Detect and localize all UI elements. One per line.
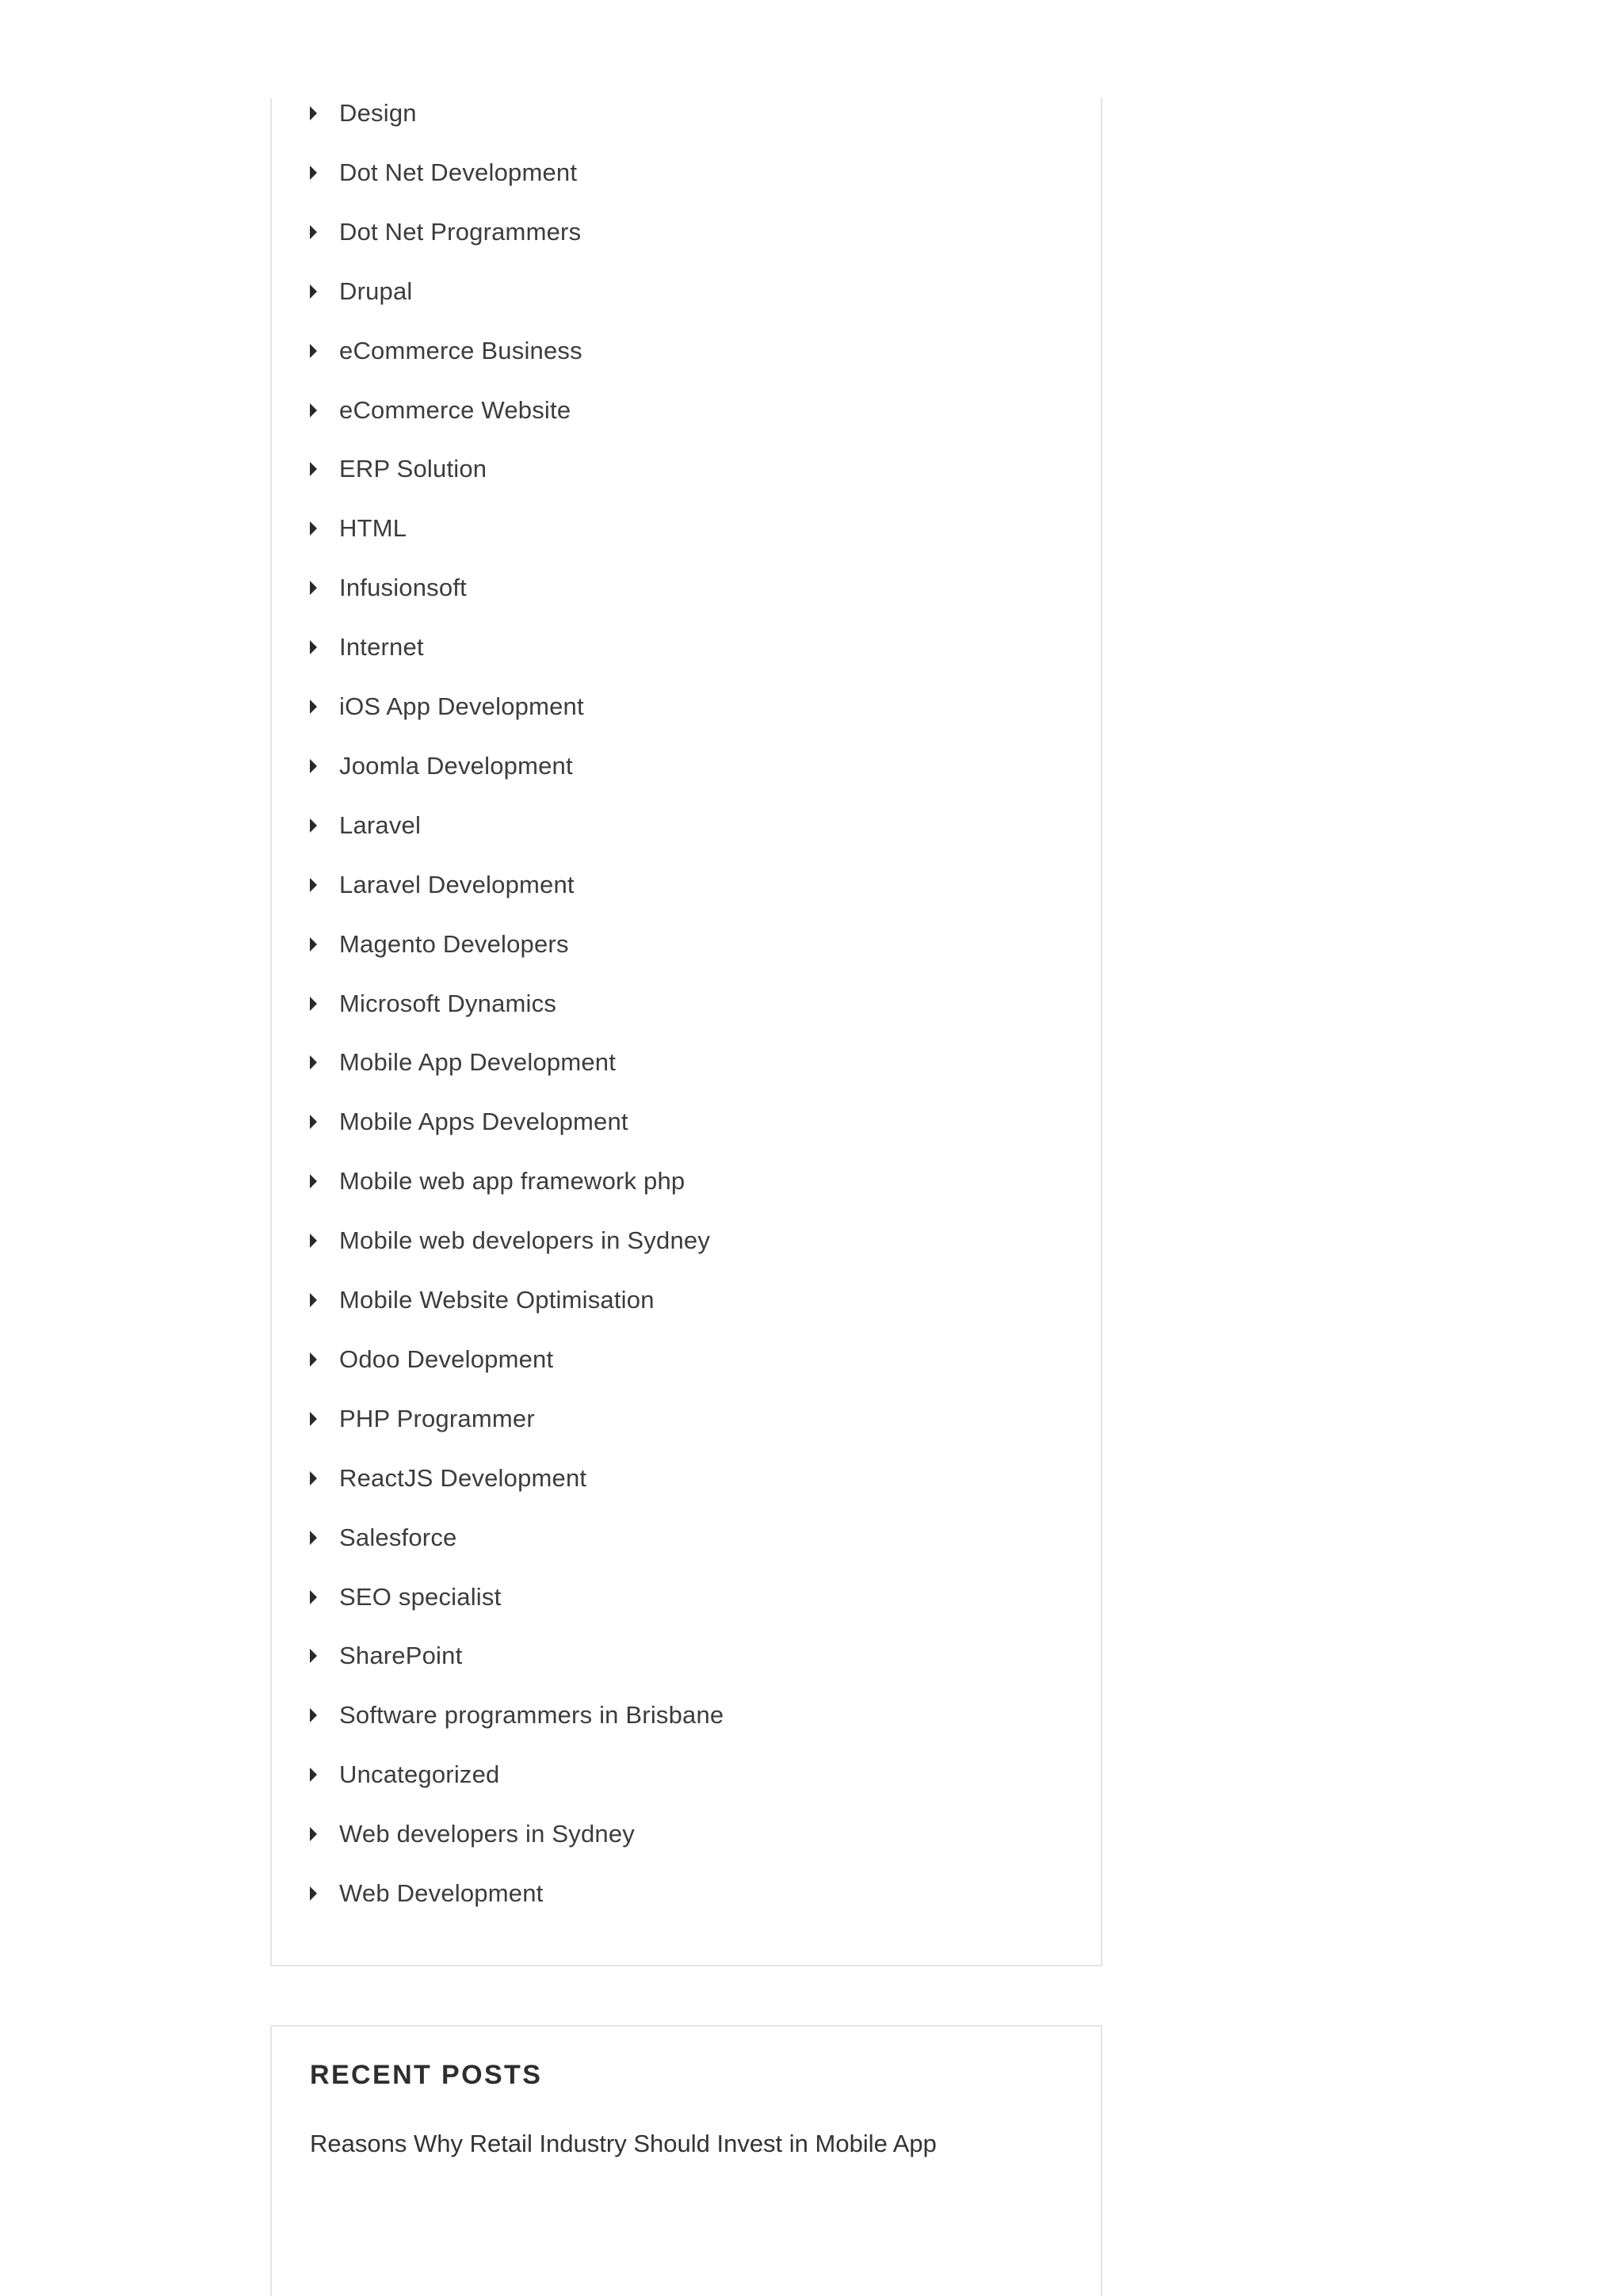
category-link[interactable]: Web Development	[339, 1879, 544, 1907]
category-link[interactable]: ERP Solution	[339, 455, 487, 483]
caret-right-icon	[310, 937, 317, 952]
category-item[interactable]	[310, 445, 487, 493]
caret-right-icon	[310, 997, 317, 1011]
caret-right-icon	[310, 1471, 317, 1486]
caret-right-icon	[310, 1768, 317, 1782]
category-link[interactable]: PHP Programmer	[339, 1404, 535, 1432]
category-link[interactable]: Laravel	[339, 810, 422, 839]
caret-right-icon	[310, 1055, 317, 1070]
category-item[interactable]	[310, 268, 413, 315]
category-item[interactable]	[310, 980, 556, 1028]
category-link[interactable]: Software programmers in Brisbane	[339, 1701, 724, 1730]
category-link[interactable]: ReactJS Development	[339, 1463, 587, 1492]
caret-right-icon	[310, 1293, 317, 1307]
caret-right-icon	[310, 1174, 317, 1188]
category-link[interactable]: iOS App Development	[339, 692, 584, 720]
caret-right-icon	[310, 1590, 317, 1604]
caret-right-icon	[310, 166, 317, 180]
category-link[interactable]: Salesforce	[339, 1523, 457, 1551]
caret-right-icon	[310, 1234, 317, 1248]
caret-right-icon	[310, 1827, 317, 1841]
category-link[interactable]: Dot Net Programmers	[339, 217, 582, 246]
category-link[interactable]: Mobile App Development	[339, 1048, 617, 1077]
category-item[interactable]	[310, 1632, 462, 1680]
category-item[interactable]	[310, 683, 584, 730]
category-link[interactable]: Infusionsoft	[339, 574, 467, 602]
caret-right-icon	[310, 1412, 317, 1426]
category-item[interactable]	[310, 921, 569, 968]
category-link[interactable]: Web developers in Sydney	[339, 1820, 636, 1848]
caret-right-icon	[310, 640, 317, 654]
category-item[interactable]	[310, 90, 417, 137]
caret-right-icon	[310, 700, 317, 714]
category-item[interactable]	[310, 1691, 724, 1739]
category-item[interactable]	[310, 1514, 456, 1562]
category-item[interactable]	[310, 1276, 655, 1324]
category-link[interactable]: Microsoft Dynamics	[339, 989, 557, 1017]
category-item[interactable]	[310, 861, 575, 909]
category-item[interactable]	[310, 327, 582, 375]
caret-right-icon	[310, 1886, 317, 1901]
category-link[interactable]: Mobile Website Optimisation	[339, 1286, 655, 1314]
caret-right-icon	[310, 403, 317, 418]
recent-post-link[interactable]: Reasons Why Retail Industry Should Invest in Mobile App	[310, 2130, 937, 2157]
category-link[interactable]: Drupal	[339, 277, 413, 305]
caret-right-icon	[310, 106, 317, 120]
category-item[interactable]	[310, 564, 467, 612]
category-item[interactable]	[310, 149, 577, 196]
category-link[interactable]: eCommerce Website	[339, 395, 571, 424]
category-link[interactable]: Mobile web app framework php	[339, 1167, 685, 1196]
category-link[interactable]: Internet	[339, 633, 424, 662]
category-link[interactable]: Uncategorized	[339, 1760, 500, 1789]
category-link[interactable]: SharePoint	[339, 1642, 463, 1670]
recent-posts-heading: RECENT POSTS	[310, 2060, 543, 2090]
caret-right-icon	[310, 462, 317, 476]
caret-right-icon	[310, 818, 317, 833]
category-item[interactable]	[310, 1098, 628, 1146]
category-link[interactable]: Dot Net Development	[339, 158, 578, 186]
caret-right-icon	[310, 1531, 317, 1545]
caret-right-icon	[310, 225, 317, 239]
category-item[interactable]	[310, 1336, 553, 1383]
category-item[interactable]	[310, 1810, 635, 1858]
category-link[interactable]: Mobile web developers in Sydney	[339, 1226, 711, 1255]
caret-right-icon	[310, 759, 317, 773]
caret-right-icon	[310, 1352, 317, 1367]
category-item[interactable]	[310, 1870, 543, 1917]
category-item[interactable]	[310, 1573, 501, 1621]
category-item[interactable]	[310, 1395, 535, 1443]
category-item[interactable]	[310, 1039, 616, 1086]
caret-right-icon	[310, 1708, 317, 1722]
caret-right-icon	[310, 1115, 317, 1129]
category-item[interactable]	[310, 387, 571, 434]
category-link[interactable]: Mobile Apps Development	[339, 1108, 628, 1136]
category-link[interactable]: Design	[339, 99, 417, 127]
caret-right-icon	[310, 581, 317, 595]
caret-right-icon	[310, 521, 317, 536]
category-link[interactable]: eCommerce Business	[339, 336, 582, 364]
category-link[interactable]: Odoo Development	[339, 1344, 554, 1373]
category-item[interactable]	[310, 208, 581, 256]
caret-right-icon	[310, 878, 317, 892]
category-item[interactable]	[310, 1217, 710, 1264]
category-item[interactable]	[310, 505, 407, 552]
category-item[interactable]	[310, 1158, 685, 1205]
category-link[interactable]: SEO specialist	[339, 1582, 502, 1611]
category-link[interactable]: HTML	[339, 514, 407, 543]
category-link[interactable]: Laravel Development	[339, 870, 575, 898]
categories-widget	[270, 98, 1102, 1966]
recent-posts-widget	[270, 2025, 1102, 2296]
category-item[interactable]	[310, 802, 421, 849]
category-item[interactable]	[310, 1455, 586, 1502]
category-item[interactable]	[310, 742, 573, 790]
category-item[interactable]	[310, 1751, 500, 1798]
category-link[interactable]: Magento Developers	[339, 929, 569, 958]
category-item[interactable]	[310, 624, 424, 671]
caret-right-icon	[310, 284, 317, 299]
category-link[interactable]: Joomla Development	[339, 751, 573, 780]
caret-right-icon	[310, 344, 317, 358]
caret-right-icon	[310, 1649, 317, 1663]
